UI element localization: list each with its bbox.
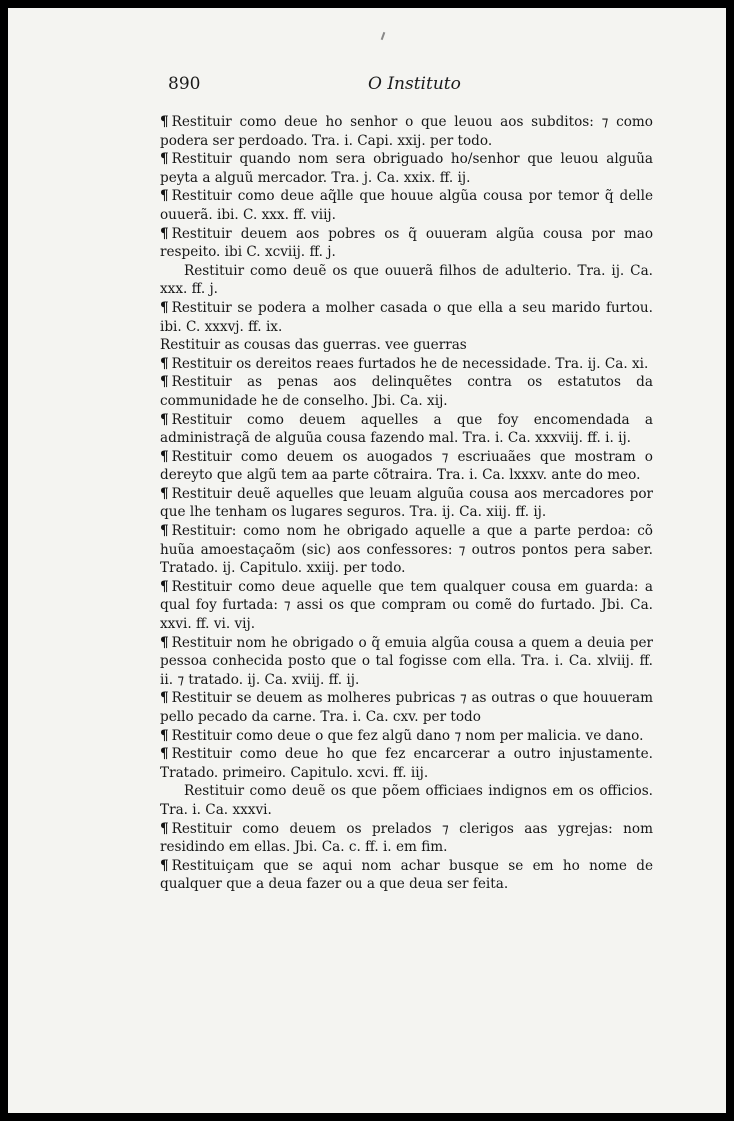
- index-entry: [160, 689, 653, 726]
- entry-text: Restituir como deue ho senhor o que leuou aos subditos: ⁊ como podera ser perdoado. Tra. i. Capi. xxij. per todo.: [160, 114, 653, 149]
- index-entry: [160, 634, 653, 690]
- index-entry: [160, 262, 653, 299]
- pilcrow-mark: ¶: [160, 448, 169, 465]
- pilcrow-mark: ¶: [160, 727, 169, 744]
- pilcrow-mark: ¶: [160, 114, 169, 130]
- entry-text: Restituir como deuem os prelados ⁊ clerigos aas ygrejas: nom residindo em ellas. Jbi. Ca. c. ff. i. em fim.: [160, 820, 653, 856]
- entry-text: Restituir: como nom he obrigado aquelle a que a parte perdoa: cõ huũa amoestaçaõm (sic) aos confessores: ⁊ outros pontos pera saber. Tratado. ij. Capitulo. xxiij. per todo.: [160, 523, 653, 577]
- pilcrow-mark: ¶: [160, 151, 169, 168]
- pilcrow-mark: ¶: [160, 225, 169, 242]
- pilcrow-mark: ¶: [160, 299, 169, 316]
- running-title: O Instituto: [368, 74, 461, 94]
- pilcrow-mark: ¶: [160, 690, 169, 707]
- index-entry: [160, 336, 653, 355]
- pilcrow-mark: ¶: [160, 355, 169, 372]
- index-entry: [160, 522, 653, 578]
- entry-text: Restituir os dereitos reaes furtados he de necessidade. Tra. ij. Ca. xi.: [171, 355, 649, 372]
- scanned-page: [8, 8, 726, 1113]
- pilcrow-mark: ¶: [160, 411, 169, 428]
- entry-text: Restituir como deuẽ os que põem officiaes indignos em os officios. Tra. i. Ca. xxxvi.: [160, 783, 653, 818]
- entry-text: Restituiçam que se aqui nom achar busque se em ho nome de qualquer que a deua fazer ou a que deua ser feita.: [160, 857, 653, 893]
- entry-text: Restituir como deuẽ os que ouuerã filhos de adulterio. Tra. ij. Ca. xxx. ff. j.: [160, 262, 653, 298]
- entry-text: Restituir como deue aq̃lle que houue algũa cousa por temor q̃ delle ouuerã. ibi. C. xxx. ff. viij.: [160, 188, 653, 223]
- pilcrow-mark: ¶: [160, 523, 169, 540]
- index-entry: [160, 355, 653, 374]
- entry-text: Restituir se deuem as molheres pubricas ⁊ as outras o que houueram pello pecado da carne. Tra. i. Ca. cxv. per todo: [160, 690, 653, 725]
- index-entry: [160, 448, 653, 485]
- index-entry: [160, 578, 653, 634]
- index-entry: [160, 225, 653, 262]
- index-entries: [160, 113, 653, 894]
- entry-text: Restituir se podera a molher casada o que ella a seu marido furtou. ibi. C. xxxvj. ff. ix.: [160, 299, 653, 335]
- index-entry: [160, 299, 653, 336]
- index-entry: [160, 411, 653, 448]
- index-entry: [160, 745, 653, 782]
- entry-text: Restituir como deuem os auogados ⁊ escriuaães que mostram o dereyto que algũ tem aa parte cõtraira. Tra. i. Ca. lxxxv. ante do meo.: [160, 448, 653, 484]
- entry-text: Restituir como deue aquelle que tem qualquer cousa em guarda: a qual foy furtada: ⁊ assi os que compram ou comẽ do furtado. Jbi. Ca. xxvi. ff. vi. vij.: [160, 578, 653, 633]
- pilcrow-mark: ¶: [160, 188, 169, 205]
- index-entry: [160, 485, 653, 522]
- pilcrow-mark: ¶: [160, 374, 169, 391]
- index-entry: [160, 857, 653, 894]
- entry-text: Restituir nom he obrigado o q̃ emuia algũa cousa a quem a deuia per pessoa conhecida posto que o tal fogisse com ella. Tra. i. Ca. xlviij. ff. ii. ⁊ tratado. ij. Ca. xviij. ff. ij.: [160, 634, 653, 688]
- page-number: 890: [168, 74, 201, 94]
- entry-text: Restituir como deue o que fez algũ dano ⁊ nom per malicia. ve dano.: [171, 727, 644, 744]
- page-header: [168, 74, 655, 100]
- pilcrow-mark: ¶: [160, 578, 169, 595]
- index-entry: [160, 373, 653, 410]
- index-entry: [160, 782, 653, 819]
- pilcrow-mark: ¶: [160, 746, 169, 763]
- index-entry: [160, 113, 653, 150]
- pilcrow-mark: ¶: [160, 485, 169, 502]
- entry-text: Restituir quando nom sera obriguado ho/senhor que leuou alguũa peyta a alguũ mercador. Tra. j. Ca. xxix. ff. ij.: [160, 151, 653, 186]
- entry-text: Restituir deuẽ aquelles que leuam alguũa cousa aos mercadores por que lhe tenham os lugares seguros. Tra. ij. Ca. xiij. ff. ij.: [160, 485, 653, 521]
- entry-text: Restituir as cousas das guerras. vee guerras: [160, 337, 467, 354]
- pilcrow-mark: ¶: [160, 634, 169, 651]
- entry-text: Restituir as penas aos delinquẽtes contra os estatutos da communidade he de conselho. Jbi. Ca. xij.: [160, 374, 653, 409]
- index-entry: [160, 820, 653, 857]
- pilcrow-mark: ¶: [160, 820, 169, 837]
- entry-text: Restituir deuem aos pobres os q̃ ouueram algũa cousa por mao respeito. ibi C. xcviij. ff. j.: [160, 225, 653, 261]
- stray-ink-mark: [381, 32, 386, 40]
- index-entry: [160, 150, 653, 187]
- index-entry: [160, 187, 653, 224]
- index-entry: [160, 727, 653, 746]
- entry-text: Restituir como deue ho que fez encarcerar a outro injustamente. Tratado. primeiro. Capitulo. xcvi. ff. iij.: [160, 746, 653, 781]
- entry-text: Restituir como deuem aquelles a que foy encomendada a administraçã de alguũa cousa fazendo mal. Tra. i. Ca. xxxviij. ff. i. ij.: [160, 411, 653, 447]
- pilcrow-mark: ¶: [160, 857, 169, 874]
